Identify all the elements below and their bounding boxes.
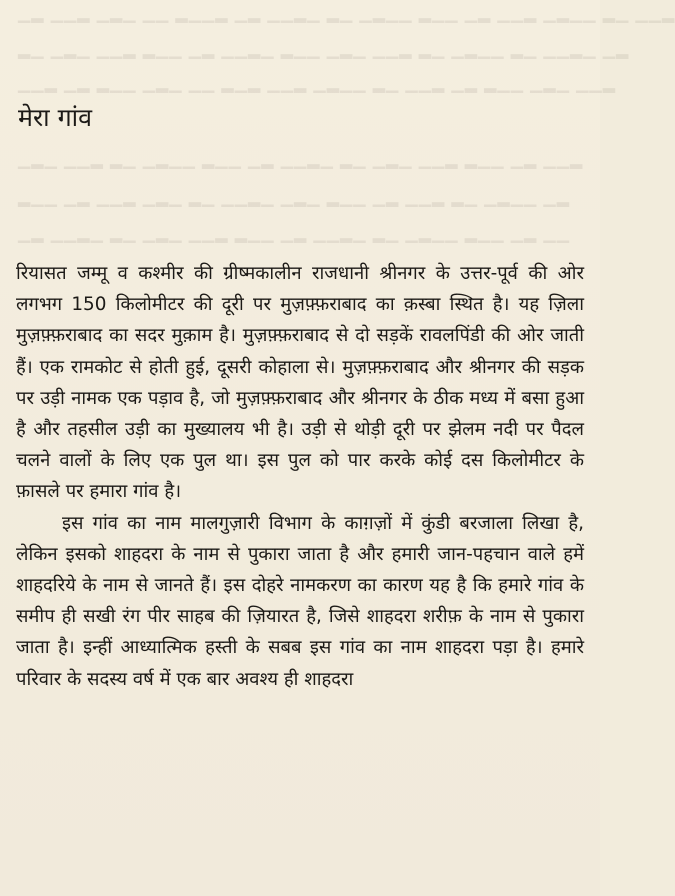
bleed-through-texture: ▁▂ ▁▁▂ ▁▂▁ ▁▁ ▂▁▁▂ ▁▂ ▁▁▂▁ ▂▁ ▁▂▁▁ ▂▁▁ ▁▂ ▁▁▂ ▁▂▁▁ ▂▁ ▁▁▂ bbox=[18, 4, 675, 23]
body-text bbox=[16, 258, 584, 695]
bleed-through-texture: ▁▂ ▁▁▂▁ ▂▁ ▁▂▁ ▁▁▂ ▂▁▁ ▁▂ ▁▁▂▁ ▂▁ ▁▂▁▁ ▂▁▁ ▁▂ ▁▁ bbox=[18, 224, 570, 243]
paragraph: इस गांव का नाम मालगुज़ारी विभाग के काग़ज़ों में कुंडी बरजाला लिखा है, लेकिन इसको शाहदरा के नाम से पुकारा जाता है और हमारी जान-पहचान वाले हमें शाहदरिये के नाम से जानते हैं। इस दोहरे नामकरण का कारण यह है कि हमारे गांव के समीप ही सखी रंग पीर साहब की ज़ियारत है, जिसे शाहदरा शरीफ़ के नाम से पुकारा जाता है। इन्हीं आध्यात्मिक हस्ती के सबब इस गांव का नाम शाहदरा पड़ा है। हमारे परिवार के सदस्य वर्ष में एक बार अवश्य ही शाहदरा bbox=[16, 512, 584, 690]
bleed-through-texture: ▂▁ ▁▂▁ ▁▁▂ ▂▁▁ ▁▂ ▁▁▂▁ ▂▁▁ ▁▂▁ ▁▁▂ ▂▁ ▁▂▁▁ ▂▁ ▁▁▂▁ ▁▂ bbox=[18, 40, 630, 59]
bleed-through-texture: ▁▂▁ ▁▁▂ ▂▁ ▁▂▁▁ ▂▁▁ ▁▂ ▁▁▂▁ ▂▁ ▁▂▁ ▁▁▂ ▂▁▁ ▁▂ ▁▁▂ bbox=[18, 150, 584, 169]
bleed-through-texture: ▁▁▂ ▁▂ ▂▁▁ ▁▂▁ ▁▁ ▂▁▂ ▁▁▂ ▁▂▁▁ ▂▁ ▁▁▂ ▁▂ ▂▁▁ ▁▂▁ ▁▁▂ bbox=[18, 74, 616, 93]
paragraph: रियासत जम्मू व कश्मीर की ग्रीष्मकालीन राजधानी श्रीनगर के उत्तर-पूर्व की ओर लगभग 150 किलोमीटर की दूरी पर मुज़फ़्फ़राबाद का क़स्बा स्थित है। यह ज़िला मुज़फ़्फ़राबाद का सदर मुक़ाम है। मुज़फ़्फ़राबाद से दो सड़कें रावलपिंडी की ओर जाती हैं। एक रामकोट से होती हुई, दूसरी कोहाला से। मुज़फ़्फ़राबाद और श्रीनगर की सड़क पर उड़ी नामक एक पड़ाव है, जो मुज़फ़्फ़राबाद और श्रीनगर के ठीक मध्य में बसा हुआ है और तहसील उड़ी का मुख्यालय भी है। उड़ी से थोड़ी दूरी पर झेलम नदी पर पैदल चलने वालों के लिए एक पुल था। इस पुल को पार करके कोई दस किलोमीटर के फ़ासले पर हमारा गांव है। bbox=[16, 263, 584, 503]
page-title: मेरा गांव bbox=[18, 103, 93, 132]
bleed-through-texture: ▂▁▁ ▁▂ ▁▁▂ ▁▂▁ ▂▁ ▁▁▂▁ ▁▂▁ ▂▁▁ ▁▂ ▁▁▂ ▂▁ ▁▂▁▁ ▁▂ bbox=[18, 188, 570, 207]
